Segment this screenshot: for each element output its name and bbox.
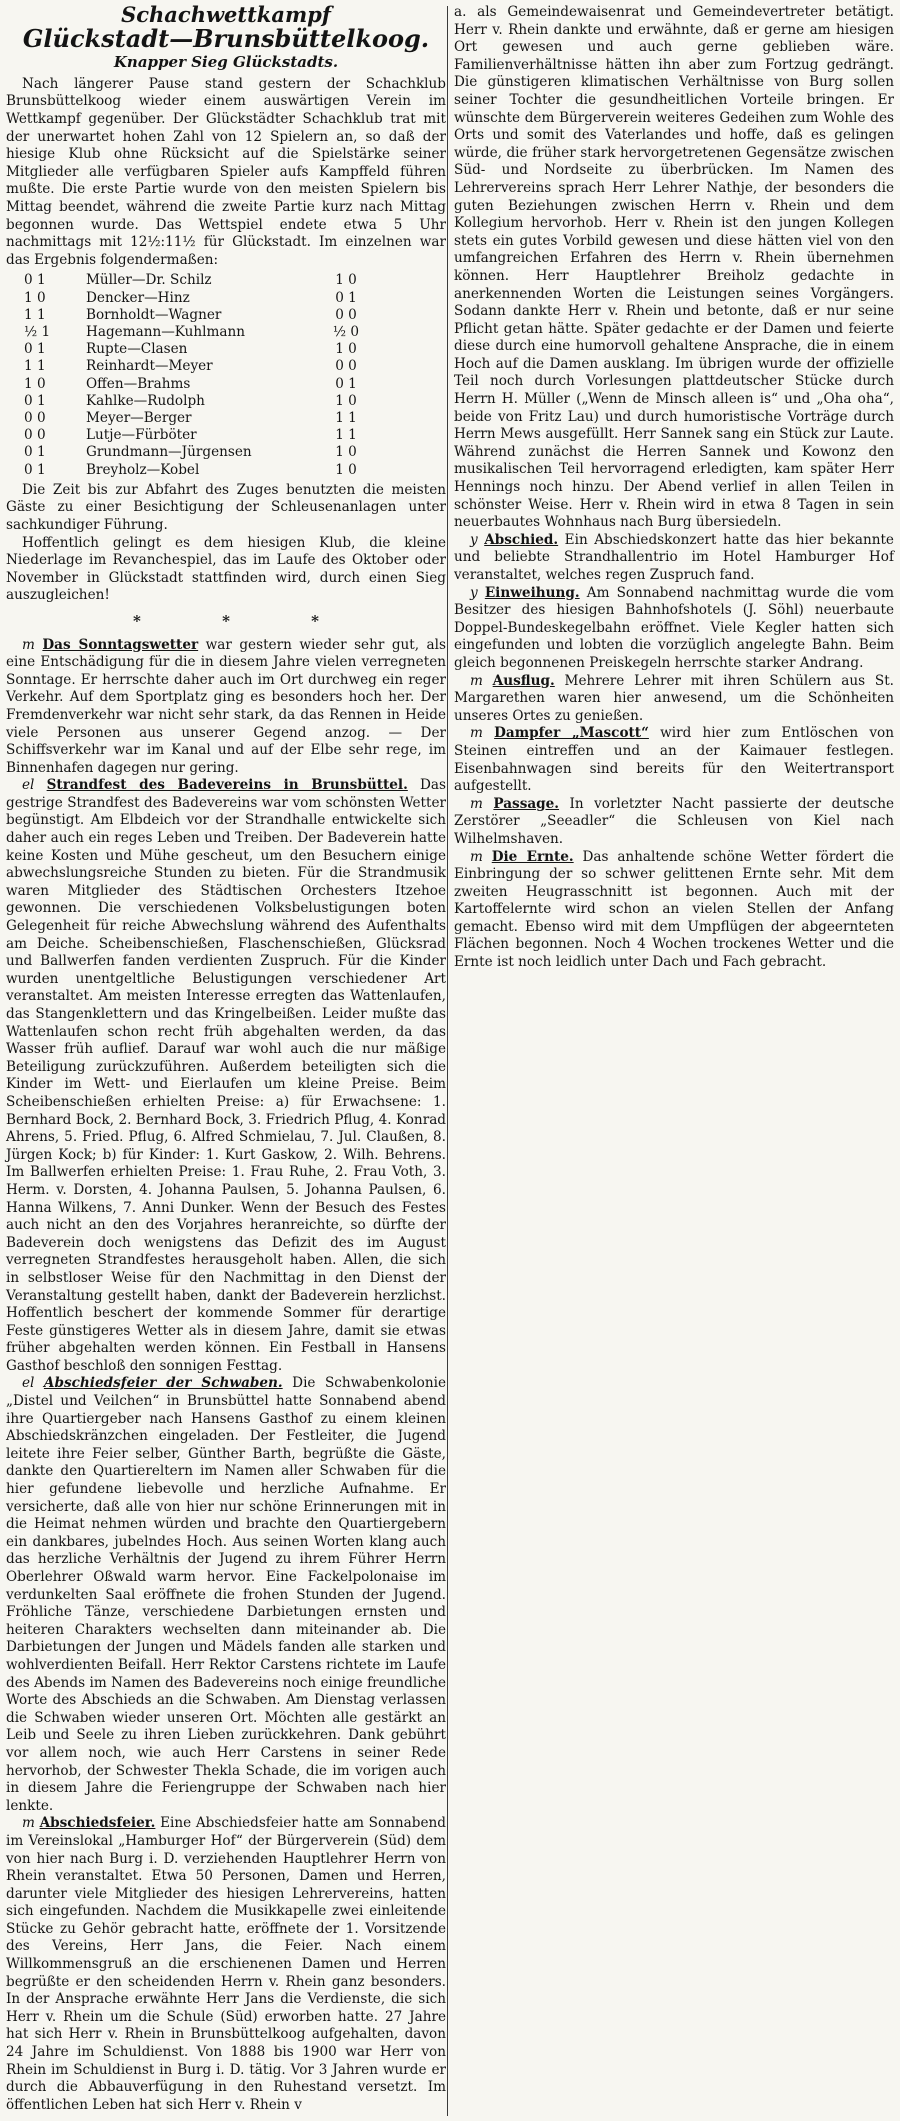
item-tag: m bbox=[470, 725, 483, 742]
result-score-glueckstadt: 0 1 bbox=[24, 272, 46, 289]
item-wetter bbox=[6, 637, 446, 778]
chess-outro-2: Hoffentlich gelingt es dem hiesigen Klub, die kleine Niederlage im Revanchespiel, das im Laufe des Oktober oder November in Glückstadt stattfinden wird, durch einen Sieg auszugleichen! bbox=[6, 534, 446, 604]
item-tag: el bbox=[22, 1375, 35, 1392]
item-heading: Einweihung. bbox=[484, 584, 580, 601]
result-row bbox=[10, 427, 446, 444]
result-players: Hagemann—Kuhlmann bbox=[86, 323, 246, 340]
result-players: Rupte—Clasen bbox=[86, 341, 188, 358]
result-players: Grundmann—Jürgensen bbox=[86, 444, 252, 461]
result-players: Dencker—Hinz bbox=[86, 289, 190, 306]
chess-outro-1: Die Zeit bis zur Abfahrt des Zuges benutzten die meisten Gäste zu einer Besichtigung der Schleusenanlagen unter sachkundiger Führung. bbox=[6, 481, 446, 533]
item-text: war gestern wieder sehr gut, als eine Entschädigung für die in diesem Jahre vielen verregneten Sonntage. Er herrschte daher auch im Ort durchweg ein reger Verkehr. Auf dem Sportplatz ging es besonders hoch her. Der Fremdenverkehr war nicht sehr stark, da das Rennen in Heide viele Personen aus unserer Gegend anzog. — Der Schiffsverkehr war im Kanal und auf der Elbe sehr rege, im Binnenhafen dagegen nur gering. bbox=[6, 636, 446, 776]
item-tag: y bbox=[470, 531, 478, 548]
item-einweihung bbox=[454, 585, 894, 673]
item-schwaben bbox=[6, 1375, 446, 1815]
result-players: Breyholz—Kobel bbox=[86, 461, 200, 478]
item-tag: m bbox=[470, 672, 483, 689]
item-text: Ein Abschiedskonzert hatte das hier bekannte und beliebte Strandhallentrio im Hotel Hamburger Hof veranstaltet, welches regen Zuspruch fand. bbox=[454, 531, 894, 583]
item-text: wird hier zum Entlöschen von Steinen eintreffen und an der Kaimauer festlegen. Eisenbahnwagen sind bereits für den Weitertransport aufgestellt. bbox=[454, 725, 894, 795]
result-row bbox=[10, 358, 446, 375]
result-row bbox=[10, 341, 446, 358]
result-score-brunsbuettel: 1 0 bbox=[335, 392, 357, 409]
result-row bbox=[10, 444, 446, 461]
right-column bbox=[454, 4, 894, 972]
result-score-glueckstadt: 1 0 bbox=[24, 375, 46, 392]
item-text: Das gestrige Strandfest des Badevereins war vom schönsten Wetter begünstigt. Am Elbdeich vor der Strandhalle entwickelte sich daher auch ein reges Leben und Treiben. Der Badeverein hatte keine Kosten und Mühe gescheut, um den Besuchern einige abwechslungsreiche Stunden zu bieten. Für die Strandmusik waren Mitglieder des Städtischen Orchesters Itzehoe gewonnen. Die verschiedenen Volksbelustigungen boten Gelegenheit für reiche Abwechslung während des Aufenthalts am Deiche. Scheibenschießen, Flaschenschießen, Glücksrad und Ballwerfen fanden verdienten Zuspruch. Für die Kinder wurden unentgeltliche Belustigungen verschiedener Art veranstaltet. Am meisten Interesse erregten das Wattenlaufen, das Stangenklettern und das Kringelbeißen. Leider mußte das Wattenlaufen schon recht früh abgehalten werden, da das Wasser früh auflief. Darauf war wohl auch die nur mäßige Beteiligung zurückzuführen. Außerdem beteiligten sich die Kinder im Wett- und Eierlaufen um kleine Preise. Beim Scheibenschießen erhielten Preise: a) für Erwachsene: 1. Bernhard Bock, 2. Bernhard Bock, 3. Friedrich Pflug, 4. Konrad Ahrens, 5. Fried. Pflug, 6. Alfred Schmielau, 7. Jul. Claußen, 8. Jürgen Kock; b) für Kinder: 1. Kurt Gaskow, 2. Wilh. Behrens. Im Ballwerfen erhielten Preise: 1. Frau Ruhe, 2. Frau Voth, 3. Herm. v. Dorsten, 4. Johanna Paulsen, 5. Johanna Paulsen, 6. Hanna Wilkens, 7. Anni Dunker. Wenn der Besuch des Festes auch nicht an den des Vorjahres heranreichte, so dürfte der Badeverein doch wenigstens das Defizit des im August verregneten Strandfestes herausgeholt haben. Allen, die sich in selbstloser Weise für den Nachmittag in den Dienst der Veranstaltung gestellt haben, dankt der Badeverein herzlichst. Hoffentlich beschert der kommende Sommer für derartige Feste günstigeres Wetter als in diesem Jahre, damit sie etwas früher abgehalten werden können. Ein Festball in Hansens Gasthof beschloß den sonnigen Festtag. bbox=[6, 777, 447, 1374]
result-players: Bornholdt—Wagner bbox=[86, 306, 222, 323]
result-row bbox=[10, 324, 446, 341]
item-heading: Das Sonntagswetter bbox=[42, 636, 199, 653]
result-score-glueckstadt: ½ 1 bbox=[24, 323, 51, 340]
item-tag: y bbox=[470, 584, 478, 601]
result-score-brunsbuettel: 1 1 bbox=[335, 409, 357, 426]
result-score-brunsbuettel: 0 0 bbox=[335, 358, 357, 375]
result-score-brunsbuettel: 1 0 bbox=[335, 272, 357, 289]
column-rule bbox=[447, 6, 448, 2116]
item-text: Eine Abschiedsfeier hatte am Sonnabend im Vereinslokal „Hamburger Hof“ der Bürgerverein (Süd) dem von hier nach Burg i. D. verziehenden Hauptlehrer Herrn von Rhein veranstaltet. Etwa 50 Personen, Damen und Herren, darunter viele Mitglieder des hiesigen Lehrervereins, hatten sich eingefunden. Nachdem die Musikkapelle zwei einleitende Stücke zu Gehör gebracht hatte, eröffnete der 1. Vorsitzende des Vereins, Herr Jans, die Feier. Nach einem Willkommensgruß an die erschienenen Damen und Herren begrüßte er den scheidenden Herrn v. Rhein ganz besonders. In der Ansprache erwähnte Herr Jans die Verdienste, die sich Herr v. Rhein um die Schule (Süd) erworben hatte. 27 Jahre hat sich Herr v. Rhein in Brunsbüttelkoog aufgehalten, davon 24 Jahre im Schuldienst. Von 1888 bis 1900 war Herr von Rhein im Schuldienst in Burg i. D. tätig. Vor 3 Jahren wurde er durch die Abbauverfügung in den Ruhestand versetzt. Im öffentlichen Leben hat sich Herr v. Rhein v bbox=[6, 1815, 446, 2113]
result-score-glueckstadt: 0 1 bbox=[24, 341, 46, 358]
item-heading: Dampfer „Mascott“ bbox=[494, 725, 649, 742]
result-row bbox=[10, 307, 446, 324]
item-abschied bbox=[454, 532, 894, 585]
result-score-brunsbuettel: 1 0 bbox=[335, 341, 357, 358]
item-tag: m bbox=[22, 1815, 35, 1832]
item-heading: Abschiedsfeier. bbox=[39, 1815, 156, 1832]
result-score-glueckstadt: 0 0 bbox=[24, 409, 46, 426]
result-score-glueckstadt: 0 1 bbox=[24, 444, 46, 461]
item-passage bbox=[454, 796, 894, 849]
item-tag: el bbox=[22, 777, 35, 794]
result-score-brunsbuettel: ½ 0 bbox=[332, 323, 360, 340]
item-tag: m bbox=[470, 848, 483, 865]
item-tag: m bbox=[22, 636, 35, 653]
left-column bbox=[6, 4, 446, 2114]
item-text: Das anhaltende schöne Wetter fördert die Einbringung der so schwer gelittenen Ernte sehr. Mit dem zweiten Heugrasschnitt ist begonnen. Auch mit der Kartoffelernte wird schon an vielen Stellen der Anfang gemacht. Ebenso wird mit dem Umpflügen der abgeernteten Flächen begonnen. Noch 4 Wochen trockenes Wetter und die Ernte ist noch leidlich unter Dach und Fach gebracht. bbox=[454, 848, 894, 971]
result-score-glueckstadt: 0 1 bbox=[24, 461, 46, 478]
result-players: Lutje—Fürböter bbox=[86, 427, 197, 444]
result-players: Reinhardt—Meyer bbox=[86, 358, 213, 375]
item-heading: Die Ernte. bbox=[491, 848, 574, 865]
item-heading: Strandfest des Badevereins in Brunsbüttel. bbox=[46, 777, 408, 794]
item-heading: Passage. bbox=[493, 795, 560, 812]
item-ausflug bbox=[454, 673, 894, 726]
result-score-glueckstadt: 1 1 bbox=[24, 358, 46, 375]
result-score-glueckstadt: 0 0 bbox=[24, 427, 46, 444]
chess-results-table bbox=[10, 272, 446, 478]
item-text: Die Schwabenkolonie „Distel und Veilchen“ in Brunsbüttel hatte Sonnabend abend ihre Quartiergeber nach Hansens Gasthof zu einem kleinen Abschiedskränzchen eingeladen. Der Festleiter, die Jugend leitete ihre Feier selber, Günther Barth, begrüßte die Gäste, dankte den Quartiereltern im Namen aller Schwaben für die hier gefundene liebevolle und herzliche Aufnahme. Er versicherte, daß alle von hier nur schöne Erinnerungen mit in die Heimat nehmen würden und brachte den Quartiergebern ein dankbares, jubelndes Hoch. Aus seinen Worten klang auch das herzliche Verhältnis der Jugend zu ihrem Führer Herrn Oberlehrer Oßwald warm hervor. Eine Fackelpolonaise im verdunkelten Saal eröffnete die frohen Stunden der Jugend. Fröhliche Tänze, verschiedene Darbietungen ernsten und heiteren Charakters wechselten dann miteinander ab. Die Darbietungen der Jungen und Mädels fanden alle starken und wohlverdienten Beifall. Herr Rektor Carstens richtete im Laufe des Abends im Namen des Badevereins noch einige freundliche Worte des Abschieds an die Schwaben. Am Dienstag verlassen die Schwaben wieder unseren Ort. Möchten alle gestärkt an Leib und Seele zu ihren Lieben zurückkehren. Dank gebührt vor allem noch, wie auch Herr Carstens in seiner Rede hervorhob, der Schwester Thekla Schade, die im vorigen auch in diesem Jahre die Feriengruppe der Schwaben nach hier lenkte. bbox=[6, 1375, 446, 1814]
item-abschiedsfeier bbox=[6, 1815, 446, 2114]
result-score-brunsbuettel: 0 0 bbox=[335, 306, 357, 323]
result-score-glueckstadt: 1 1 bbox=[24, 306, 46, 323]
item-text: Mehrere Lehrer mit ihren Schülern aus St. Margarethen waren hier anwesend, um die Schönheiten unseres Ortes zu genießen. bbox=[454, 672, 894, 724]
result-score-brunsbuettel: 1 0 bbox=[335, 444, 357, 461]
result-players: Meyer—Berger bbox=[86, 409, 192, 426]
result-score-brunsbuettel: 0 1 bbox=[335, 375, 357, 392]
result-row bbox=[10, 376, 446, 393]
result-score-glueckstadt: 1 0 bbox=[24, 289, 46, 306]
result-score-glueckstadt: 0 1 bbox=[24, 392, 46, 409]
item-tag: m bbox=[470, 795, 483, 812]
result-players: Offen—Brahms bbox=[86, 375, 191, 392]
result-row bbox=[10, 410, 446, 427]
result-score-brunsbuettel: 1 0 bbox=[335, 461, 357, 478]
item-strandfest bbox=[6, 777, 446, 1375]
article-headline: Glückstadt—Brunsbüttelkoog. bbox=[22, 24, 430, 54]
result-row bbox=[10, 462, 446, 479]
item-heading: Ausflug. bbox=[492, 672, 555, 689]
item-text: In vorletzter Nacht passierte der deutsche Zerstörer „Seeadler“ die Schleusen von Kiel nach Wilhelmshaven. bbox=[454, 795, 895, 847]
item-heading: Abschiedsfeier der Schwaben. bbox=[43, 1375, 283, 1392]
result-row bbox=[10, 393, 446, 410]
result-players: Müller—Dr. Schilz bbox=[86, 272, 212, 289]
item-text: Am Sonnabend nachmittag wurde die vom Besitzer des hiesigen Bahnhofshotels (J. Söhl) neuerbaute Doppel-Bundeskegelbahn eröffnet. Viele Kegler hatten sich eingefunden und lobten die vorzüglich angelegte Bahn. Beim gleich begonnenen Preiskegeln herrschte starker Andrang. bbox=[454, 584, 895, 671]
result-row bbox=[10, 290, 446, 307]
result-row bbox=[10, 272, 446, 289]
chess-intro: Nach längerer Pause stand gestern der Schachklub Brunsbüttelkoog wieder einem auswärtigen Verein im Wettkampf gegenüber. Der Glückstädter Schachklub trat mit der unerwartet hohen Zahl von 12 Spielern an, so daß der hiesige Klub ohne Rücksicht auf die Spielstärke seiner Mitglieder alle verfügbaren Spieler aufs Kampffeld führen mußte. Die erste Partie wurde von den meisten Spielern bis Mittag beendet, während die zweite Partie kurz nach Mittag begonnen wurde. Das Wettspiel endete etwa 5 Uhr nachmittags mit 12½:11½ für Glückstadt. Im einzelnen war das Ergebnis folgendermaßen: bbox=[6, 75, 446, 268]
article-subtitle: Knapper Sieg Glückstadts. bbox=[113, 53, 339, 72]
item-dampfer bbox=[454, 725, 894, 795]
result-score-brunsbuettel: 0 1 bbox=[335, 289, 357, 306]
article-title: Schachwettkampf bbox=[121, 2, 331, 27]
result-players: Kahlke—Rudolph bbox=[86, 392, 205, 409]
result-score-brunsbuettel: 1 1 bbox=[335, 427, 357, 444]
item-abschiedsfeier-continued: a. als Gemeindewaisenrat und Gemeindevertreter betätigt. Herr v. Rhein dankte und erwähnte, daß er gerne am hiesigen Ort gewesen und auch gerne geblieben wäre. Familienverhältnisse hätten ihn aber zum Fortzug gedrängt. Die günstigeren klimatischen Verhältnisse von Burg sollen seiner Tochter die gesundheitlichen Vorteile bringen. Er wünschte dem Bürgerverein weiteres Gedeihen zum Wohle des Orts und somit des Vaterlandes und hoffe, daß es gelingen würde, die früher stark hervorgetretenen Gegensätze zwischen Süd- und Nordseite zu überbrücken. Im Namen des Lehrervereins sprach Herr Lehrer Nathje, der besonders die guten Beziehungen zwischen Herrn v. Rhein und dem Kollegium hervorhob. Herr v. Rhein ist den jungen Kollegen stets ein gutes Vorbild gewesen und diese hätten viel von den umfangreichen Erfahren des Herrn v. Rhein übernehmen können. Herr Hauptlehrer Breiholz gedachte in anerkennenden Worten die Leistungen seines Vorgängers. Sodann dankte Herr v. Rhein und betonte, daß er nur seine Pflicht getan hätte. Später gedachte er der Damen und feierte diese durch eine humorvoll gehaltene Ansprache, die in einem Hoch auf die Damen ausklang. Im übrigen wurde der offizielle Teil noch durch Vorlesungen plattdeutscher Stücke durch Herrn H. Müller („Wenn de Minsch alleen is“ und „Oha oha“, beide von Fritz Lau) und durch humoristische Vorträge durch Herrn Mews ausgefüllt. Herr Sannek sang ein Stück zur Laute. Während zunächst die Herren Sannek und Kowonz den musikalischen Teil hervorragend erledigten, kam später Herr Hennings noch hinzu. Der Abend verlief in allen Teilen in schönster Weise. Herr v. Rhein wird in etwa 8 Tagen in sein neuerbautes Wohnhaus nach Burg übersiedeln. bbox=[454, 4, 894, 531]
item-ernte bbox=[454, 849, 894, 972]
section-divider: * * * bbox=[133, 611, 357, 630]
item-heading: Abschied. bbox=[484, 531, 559, 548]
